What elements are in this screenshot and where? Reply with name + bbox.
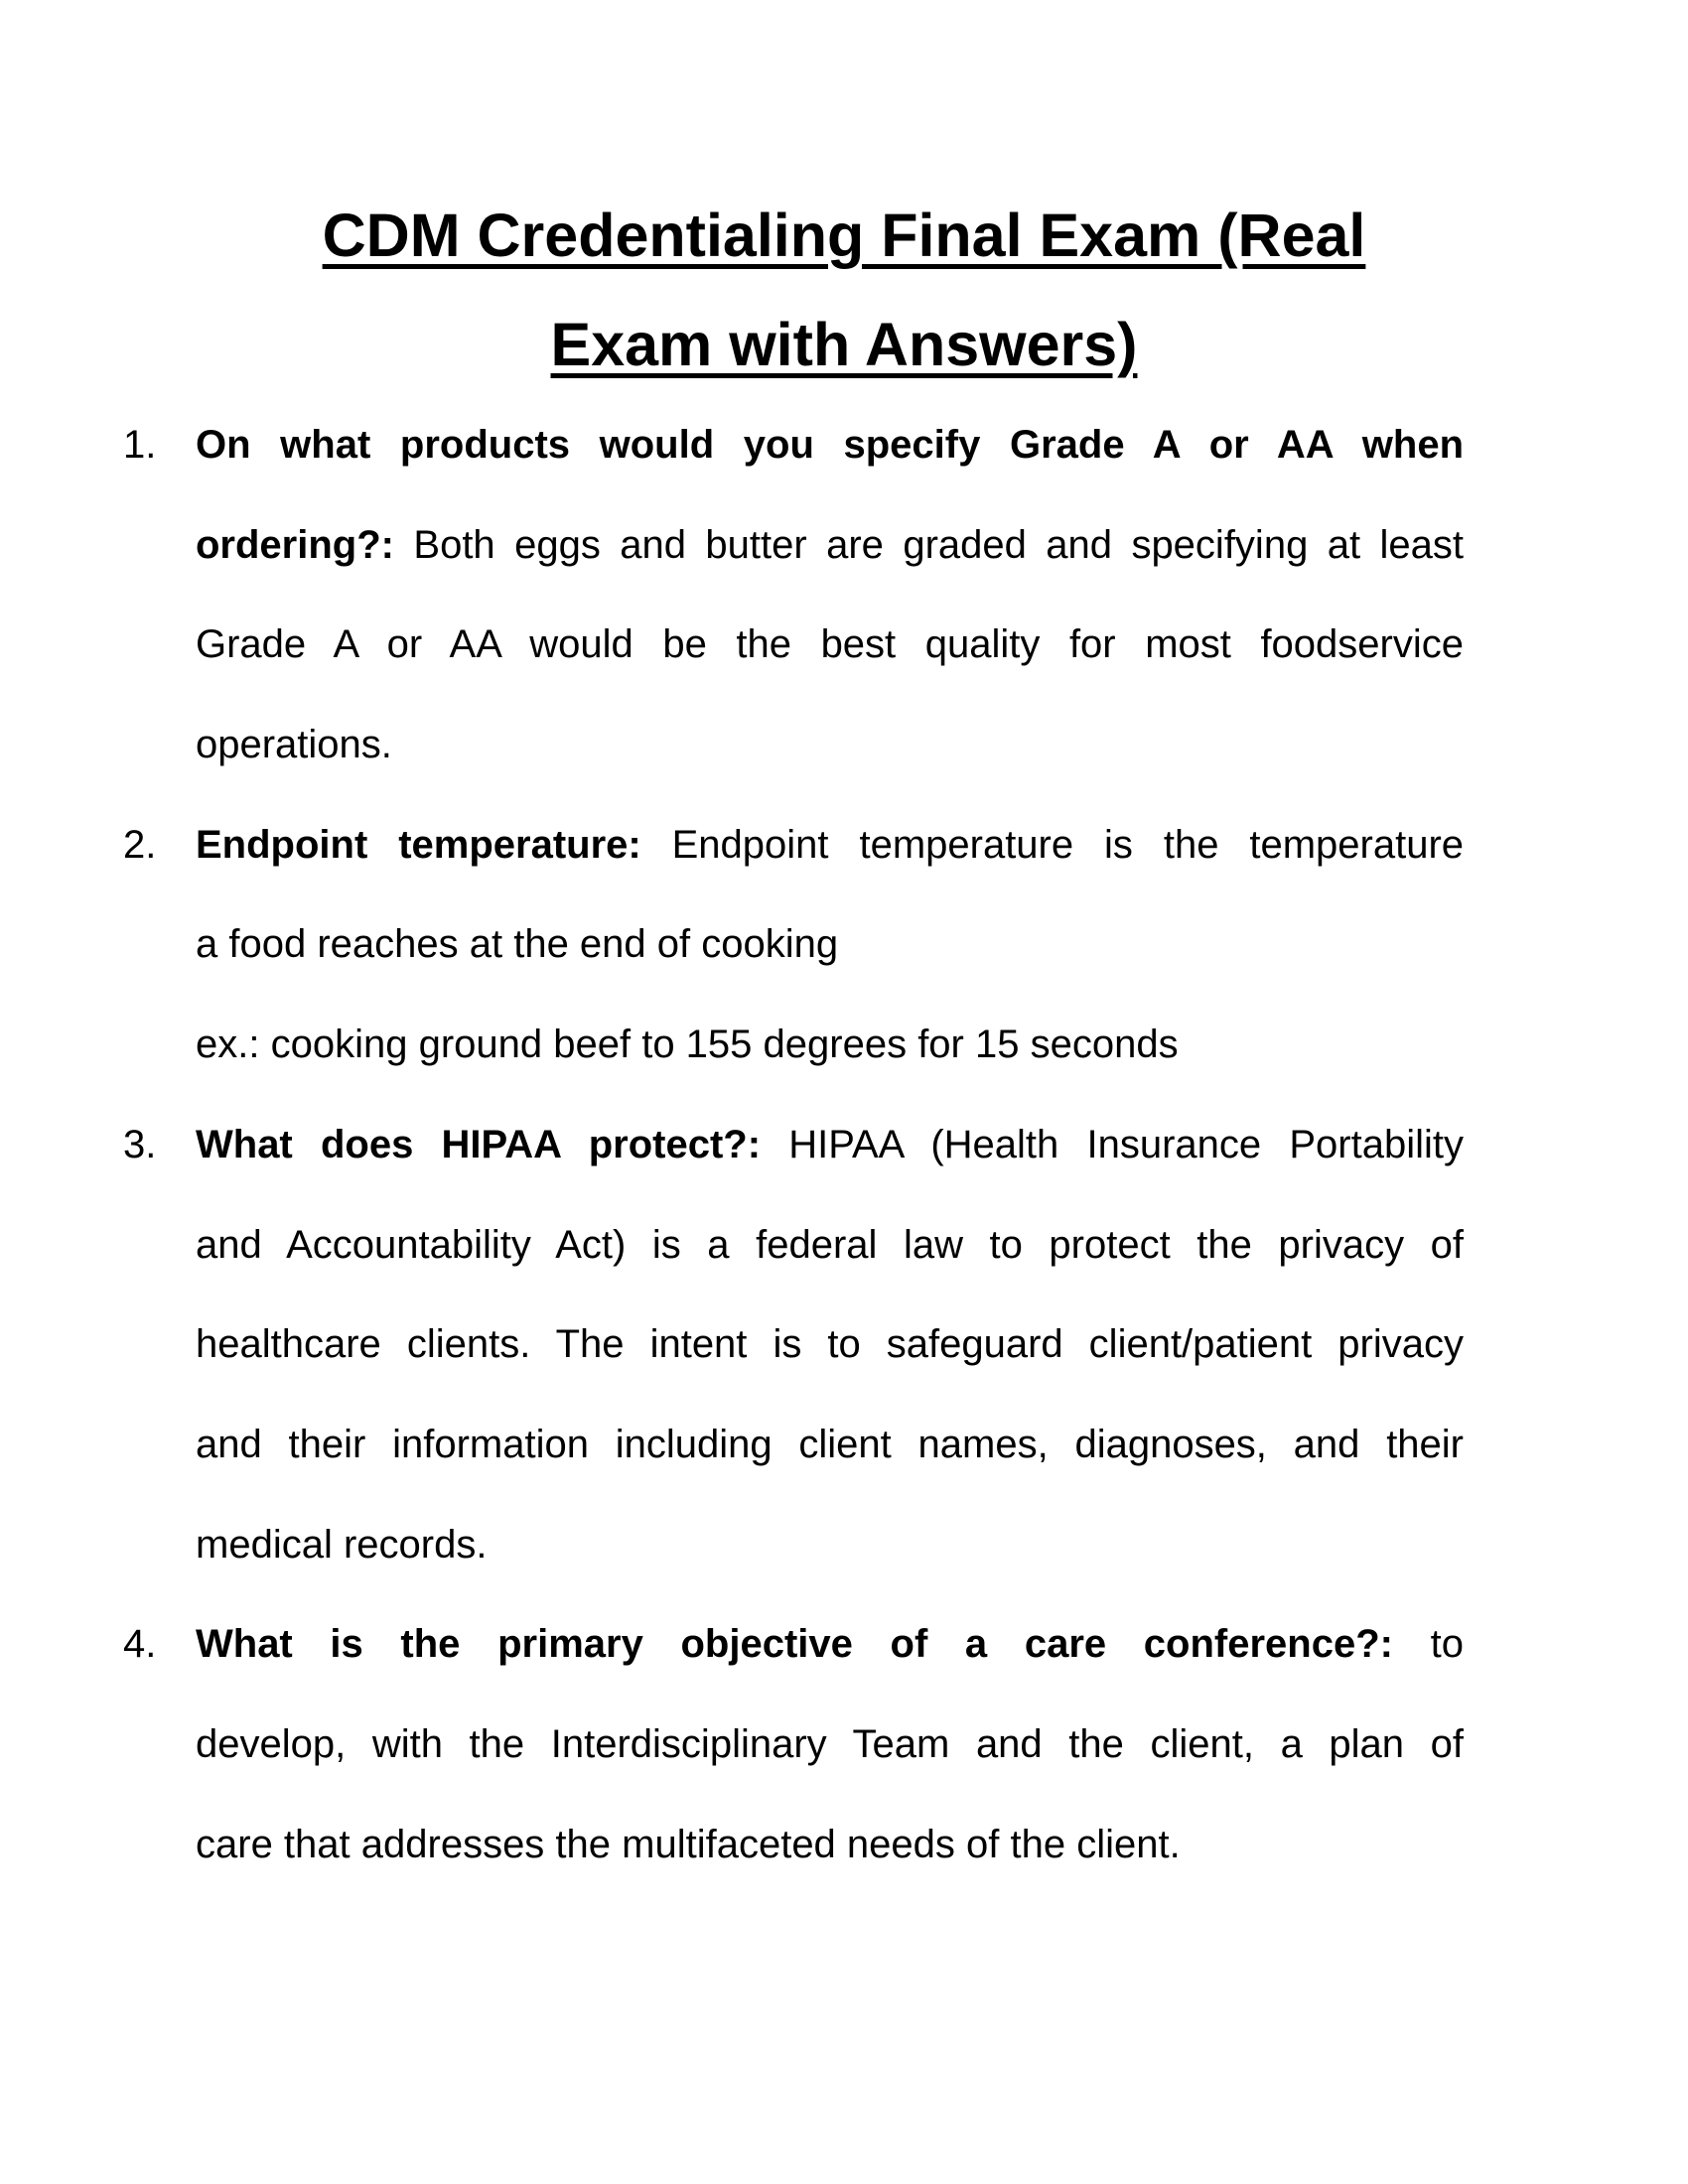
page-title-line-1 [0,181,1688,290]
question-text: What is the primary objective of a care conference?: [196,1622,1393,1667]
item-number: 2. [123,822,157,867]
item-number: 4. [123,1622,157,1667]
list-item [0,395,1688,495]
page-title-line-2 [0,290,1688,399]
answer-text: Grade A or AA would be the best quality for most foodservice [196,622,1464,667]
question-list [0,395,1688,1894]
title-text: CDM Credentialing Final Exam (Real [322,202,1366,269]
item-number: 1. [123,423,157,467]
answer-text: to [1392,1622,1464,1667]
answer-example: ex.: cooking ground beef to 155 degrees for 15 seconds [196,1023,1179,1067]
title-text: Exam with Answers) [550,311,1138,378]
question-text: What does HIPAA protect?: [196,1122,762,1166]
answer-text: Both eggs and butter are graded and specifying at least [393,522,1464,567]
list-item [0,1095,1688,1195]
question-text: ordering?: [196,522,394,567]
question-text: Endpoint temperature: [196,822,641,867]
answer-text: HIPAA (Health Insurance Portability [761,1122,1464,1166]
question-text: On what products would you specify Grade A or AA when [196,423,1464,467]
answer-text: healthcare clients. The intent is to safeguard client/patient privacy [196,1322,1464,1367]
answer-text: and their information including client names, diagnoses, and their [196,1422,1464,1466]
answer-text: Endpoint temperature is the temperature [640,822,1464,867]
answer-text: operations. [196,723,392,767]
answer-text: a food reaches at the end of cooking [196,922,839,967]
list-item [0,1594,1688,1695]
answer-text: care that addresses the multifaceted needs of the client. [196,1822,1181,1866]
answer-text: and Accountability Act) is a federal law to protect the privacy of [196,1222,1464,1267]
list-item [0,795,1688,895]
answer-text: medical records. [196,1522,488,1567]
item-number: 3. [123,1122,157,1166]
answer-text: develop, with the Interdisciplinary Team and the client, a plan of [196,1721,1464,1766]
